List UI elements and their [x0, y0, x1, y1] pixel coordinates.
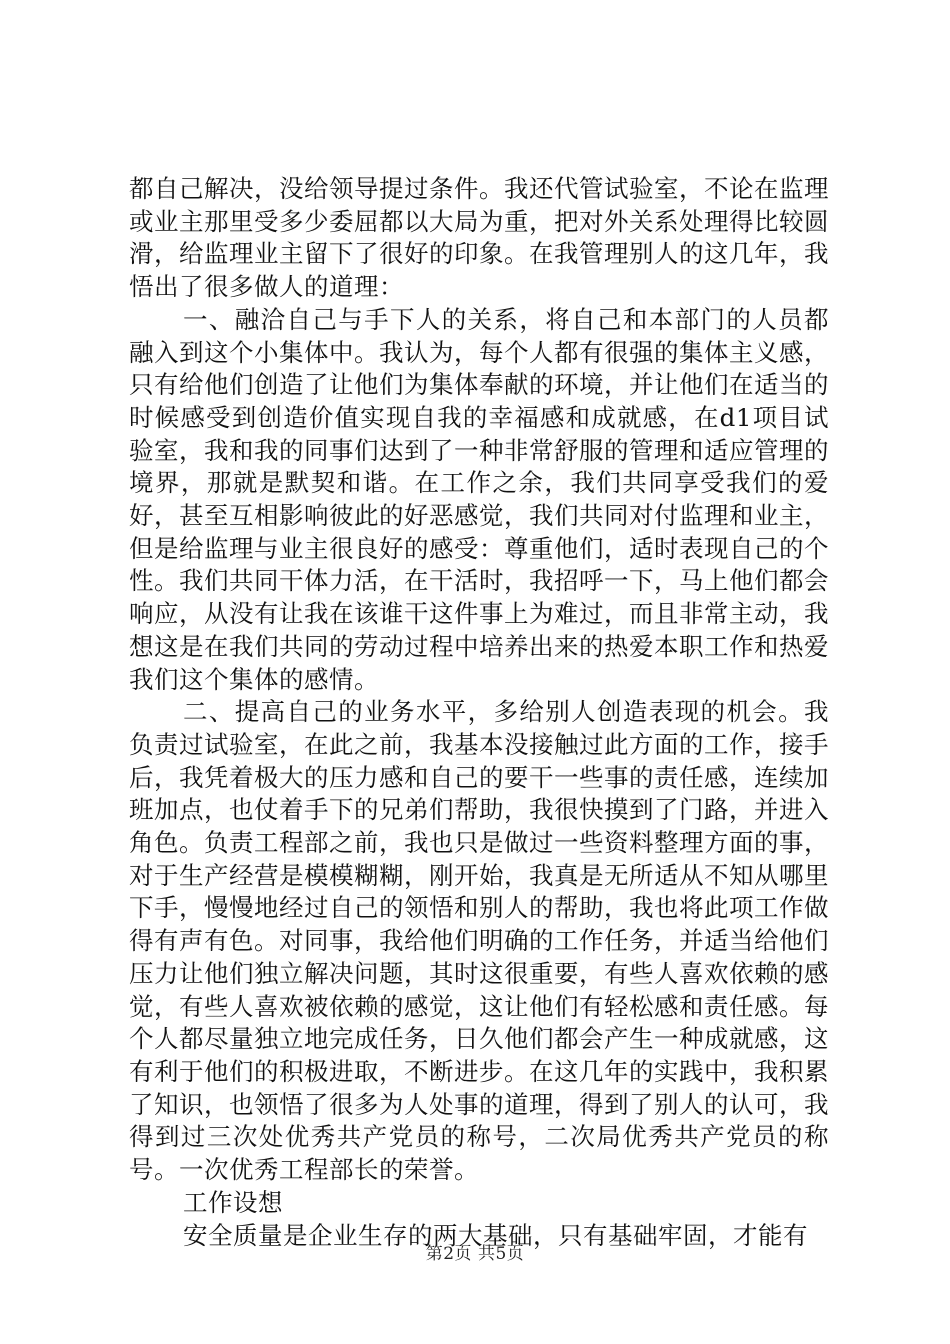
document-body — [129, 173, 829, 1252]
paragraph-safety-quality: 安全质量是企业生存的两大基础，只有基础牢固，才能有 — [183, 1220, 808, 1250]
paragraph-point-two: 二、提高自己的业务水平，多给别人创造表现的机会。我负责过试验室，在此之前，我基本没接触过此方面的工作，接手后，我凭着极大的压力感和自己的要干一些事的责任感，连续加班加点，也仗着手下的兄弟们帮助，我很快摸到了门路，并进入角色。负责工程部之前，我也只是做过一些资料整理方面的事，对于生产经营是模模糊糊，刚开始，我真是无所适从不知从哪里下手，慢慢地经过自己的领悟和别人的帮助，我也将此项工作做得有声有色。对同事，我给他们明确的工作任务，并适当给他们压力让他们独立解决问题，其时这很重要，有些人喜欢依赖的感觉，有些人喜欢被依赖的感觉，这让他们有轻松感和责任感。每个人都尽量独立地完成任务，日久他们都会产生一种成就感，这有利于他们的积极进取，不断进步。在这几年的实践中，我积累了知识，也领悟了很多为人处事的道理，得到了别人的认可，我得到过三次处优秀共产党员的称号，二次局优秀共产党员的称号。一次优秀工程部长的荣誉。 — [129, 697, 829, 1185]
section-heading-work-plan: 工作设想 — [183, 1187, 283, 1217]
paragraph-point-one: 一、融洽自己与手下人的关系，将自己和本部门的人员都融入到这个小集体中。我认为，每个人都有很强的集体主义感，只有给他们创造了让他们为集体奉献的环境，并让他们在适当的时候感受到创造价值实现自我的幸福感和成就感，在d1项目试验室，我和我的同事们达到了一种非常舒服的管理和适应管理的境界，那就是默契和谐。在工作之余，我们共同享受我们的爱好，甚至互相影响彼此的好恶感觉，我们共同对付监理和业主，但是给监理与业主很良好的感受：尊重他们，适时表现自己的个性。我们共同干体力活，在干活时，我招呼一下，马上他们都会响应，从没有让我在该谁干这件事上为难过，而且非常主动，我想这是在我们共同的劳动过程中培养出来的热爱本职工作和热爱我们这个集体的感情。 — [129, 304, 829, 694]
page-number-footer: 第2页 共5页 — [425, 1244, 525, 1264]
paragraph-continuation: 都自己解决，没给领导提过条件。我还代管试验室，不论在监理或业主那里受多少委屈都以大局为重，把对外关系处理得比较圆滑，给监理业主留下了很好的印象。在我管理别人的这几年，我悟出了很多做人的道理： — [129, 174, 829, 302]
